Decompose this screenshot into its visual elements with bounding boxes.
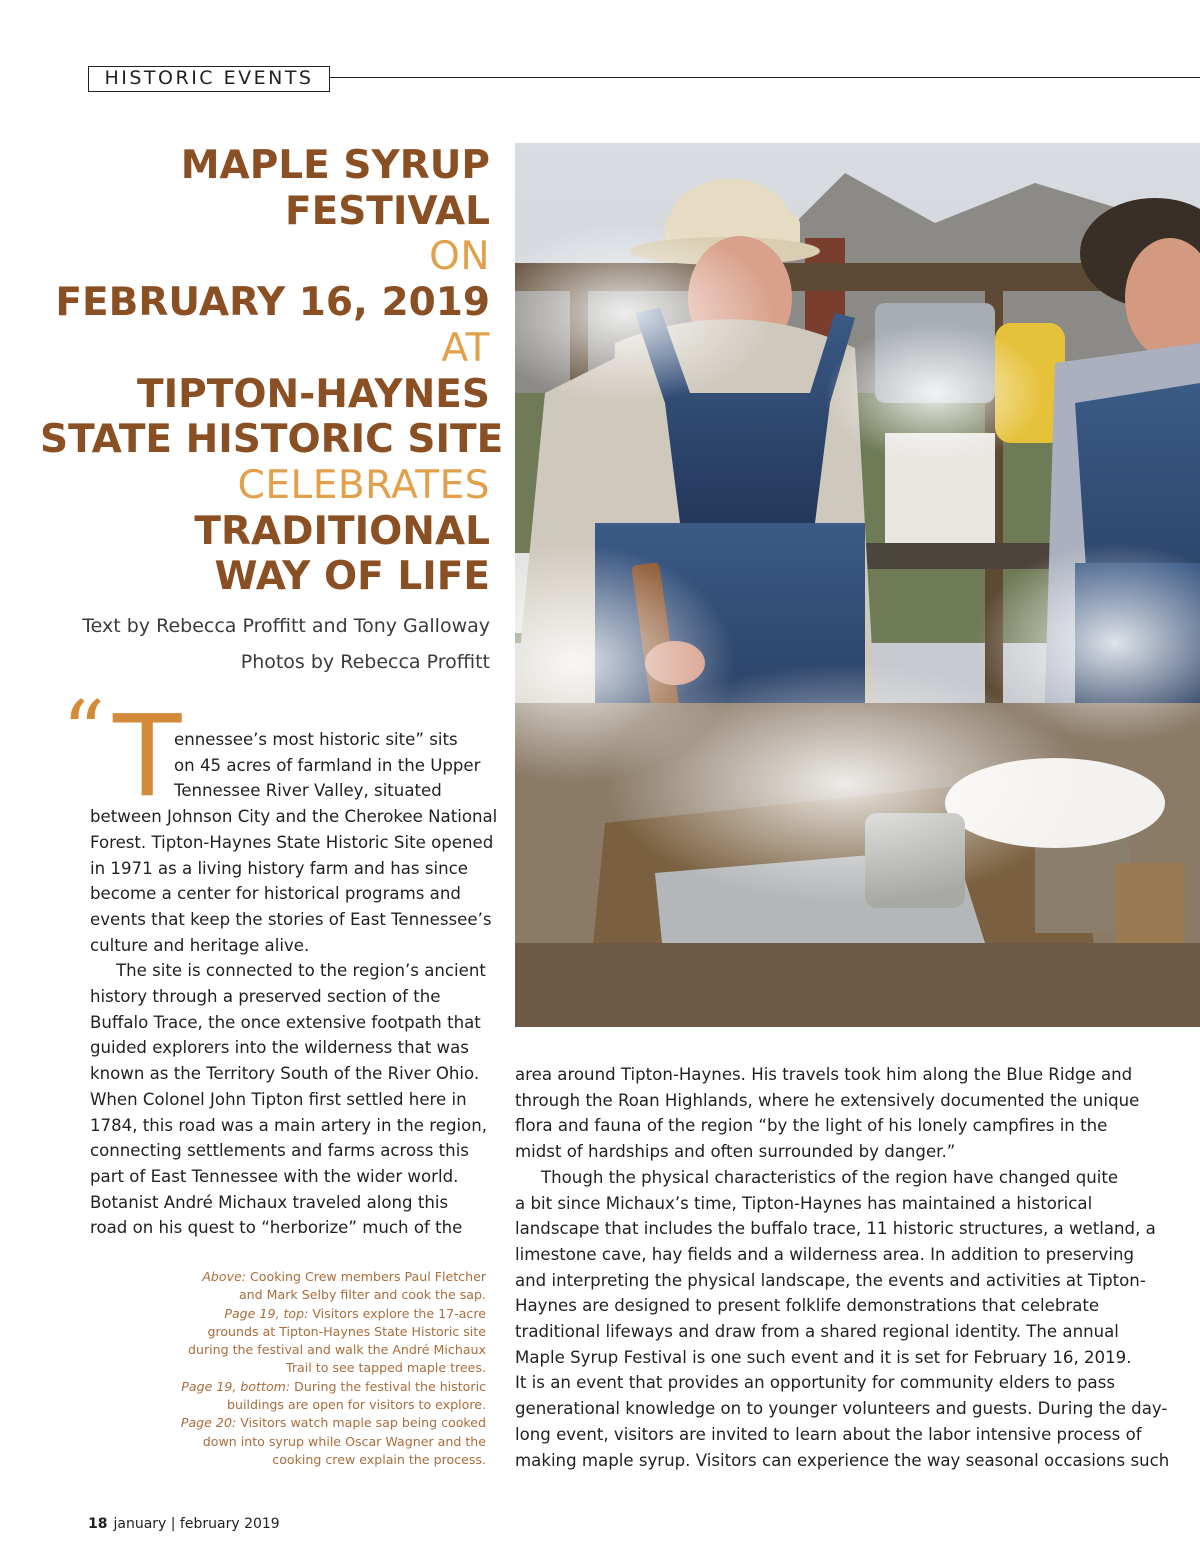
body-line: long event, visitors are invited to learn about the labor intensive process of: [515, 1424, 1142, 1444]
body-line: Buffalo Trace, the once extensive footpath that: [90, 1012, 481, 1032]
headline-line: FEBRUARY 16, 2019: [55, 280, 490, 326]
body-line: and interpreting the physical landscape, the events and activities at Tipton-: [515, 1270, 1146, 1290]
body-line: known as the Territory South of the River Ohio.: [90, 1064, 480, 1084]
caption-text: Visitors explore the 17-acre: [308, 1305, 486, 1321]
body-line: area around Tipton-Haynes. His travels took him along the Blue Ridge and: [515, 1065, 1133, 1084]
body-line: Haynes are designed to present folklife demonstrations that celebrate: [515, 1296, 1100, 1316]
body-line: Maple Syrup Festival is one such event and it is set for February 16, 2019.: [515, 1347, 1132, 1367]
body-line: between Johnson City and the Cherokee National: [90, 807, 498, 827]
body-line: traditional lifeways and draw from a shared regional identity. The annual: [515, 1322, 1119, 1342]
caption-line: [150, 1378, 486, 1396]
body-line: on 45 acres of farmland in the Upper: [174, 755, 481, 775]
body-line: a bit since Michaux’s time, Tipton-Haynes has maintained a historical: [515, 1193, 1093, 1213]
caption-line: grounds at Tipton-Haynes State Historic site: [207, 1323, 486, 1339]
caption-line: cooking crew explain the process.: [272, 1451, 486, 1467]
body-line: flora and fauna of the region “by the light of his lonely campfires in the: [515, 1116, 1108, 1136]
headline-line: MAPLE SYRUP: [180, 143, 490, 188]
photo-credit: Photos by Rebecca Proffitt: [240, 651, 490, 673]
text-credit: Text by Rebecca Proffitt and Tony Galloway: [82, 615, 490, 637]
body-line: Tennessee River Valley, situated: [174, 781, 442, 801]
headline-line: TIPTON-HAYNES: [137, 371, 490, 417]
caption-line: buildings are open for visitors to explore.: [226, 1397, 486, 1413]
headline-line: ON: [429, 234, 490, 280]
body-line: The site is connected to the region’s ancient: [116, 961, 486, 981]
body-column-left: [90, 727, 500, 1241]
body-line: limestone cave, hay fields and a wilderness area. In addition to preserving: [515, 1244, 1134, 1264]
headline-line: STATE HISTORIC SITE: [40, 417, 504, 463]
caption-line: [150, 1305, 486, 1323]
caption-lead: Page 19, bottom:: [181, 1378, 291, 1394]
section-rule: [330, 77, 1200, 78]
caption-line: and Mark Selby filter and cook the sap.: [238, 1287, 486, 1303]
caption-text: Visitors watch maple sap being cooked: [236, 1415, 486, 1431]
body-line: road on his quest to “herborize” much of the: [90, 1218, 463, 1238]
caption-line: during the festival and walk the André Michaux: [187, 1342, 486, 1358]
caption-text: Cooking Crew members Paul Fletcher: [246, 1269, 486, 1284]
body-line: become a center for historical programs and: [90, 884, 461, 904]
body-column-right: [515, 1062, 1185, 1473]
body-line: guided explorers into the wilderness that was: [90, 1038, 469, 1058]
body-line: events that keep the stories of East Tennessee’s: [90, 909, 492, 929]
page-footer: [88, 1516, 280, 1532]
photo-illustration: [515, 143, 1200, 1027]
body-line: connecting settlements and farms across this: [90, 1141, 469, 1161]
page-number: 18: [88, 1516, 108, 1532]
body-line: midst of hardships and often surrounded by danger.”: [515, 1142, 956, 1162]
body-line: part of East Tennessee with the wider world.: [90, 1166, 459, 1186]
section-label: HISTORIC EVENTS: [88, 66, 330, 92]
body-line: making maple syrup. Visitors can experience the way seasonal occasions such: [515, 1450, 1170, 1470]
headline-line: WAY OF LIFE: [214, 554, 490, 600]
body-line: Though the physical characteristics of the region have changed quite: [541, 1167, 1119, 1187]
body-line: Forest. Tipton-Haynes State Historic Site opened: [90, 832, 494, 852]
drop-cap: T: [113, 692, 182, 822]
caption-lead: Above:: [202, 1269, 247, 1284]
caption-line: [150, 1414, 486, 1432]
body-line: Botanist André Michaux traveled along this: [90, 1192, 449, 1212]
body-line: It is an event that provides an opportunity for community elders to pass: [515, 1373, 1115, 1393]
body-line: in 1971 as a living history farm and has since: [90, 858, 468, 878]
body-line: generational knowledge on to younger volunteers and guests. During the day-: [515, 1399, 1168, 1419]
body-line: culture and heritage alive.: [90, 935, 310, 955]
festival-photo: [515, 143, 1200, 1027]
issue-date: january | february 2019: [113, 1516, 280, 1532]
headline: [40, 143, 504, 600]
caption-text: During the festival the historic: [290, 1378, 486, 1394]
headline-line: AT: [441, 325, 490, 371]
caption-lead: Page 19, top:: [224, 1305, 309, 1321]
body-line: 1784, this road was a main artery in the region,: [90, 1115, 488, 1135]
caption-line: down into syrup while Oscar Wagner and the: [202, 1433, 486, 1449]
headline-line: FESTIVAL: [284, 188, 490, 234]
caption-line: [150, 1268, 486, 1286]
headline-line: CELEBRATES: [237, 462, 490, 508]
drop-quote-mark: “: [62, 683, 105, 781]
body-line: landscape that includes the buffalo trace, 11 historic structures, a wetland, a: [515, 1219, 1156, 1239]
caption-line: Trail to see tapped maple trees.: [286, 1360, 486, 1376]
body-line: through the Roan Highlands, where he extensively documented the unique: [515, 1090, 1140, 1110]
body-line: history through a preserved section of the: [90, 987, 441, 1007]
headline-line: TRADITIONAL: [194, 508, 490, 554]
body-line: ennessee’s most historic site” sits: [174, 730, 458, 749]
caption-lead: Page 20:: [180, 1415, 237, 1431]
body-line: When Colonel John Tipton first settled here in: [90, 1089, 467, 1109]
photo-caption: [150, 1268, 486, 1469]
